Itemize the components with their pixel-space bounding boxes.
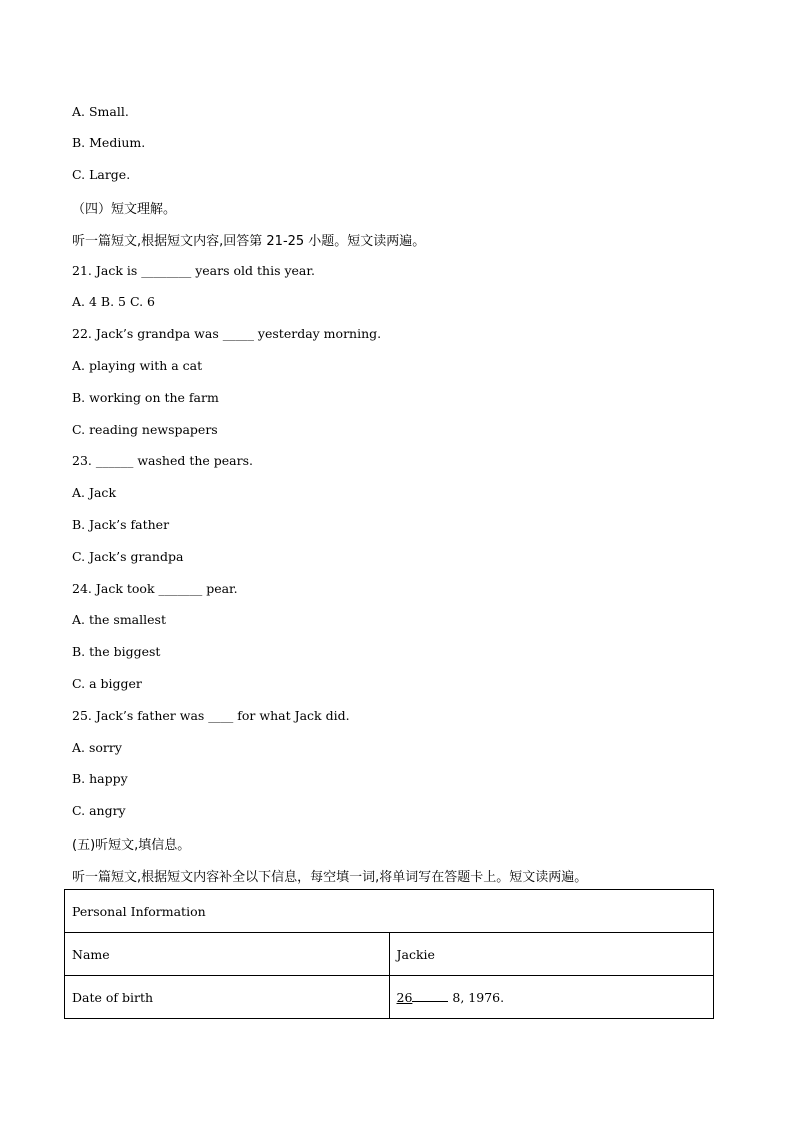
option-c-large: C. Large.	[72, 167, 131, 182]
option-a-small: A. Small.	[72, 104, 129, 119]
name-value-cell: Jackie	[389, 933, 714, 976]
birth-answer: 26	[396, 989, 413, 1005]
question-23-option-b: B. Jack’s father	[72, 517, 170, 532]
question-21: 21. Jack is ________ years old this year.	[72, 263, 315, 278]
question-22-option-b: B. working on the farm	[72, 390, 219, 405]
question-24-option-b: B. the biggest	[72, 644, 161, 659]
section-instruction-5: 听一篇短文,根据短文内容补全以下信息，每空填一词,将单词写在答题卡上。短文读两遍。	[72, 870, 588, 885]
section-heading-5: (五)听短文,填信息。	[72, 838, 191, 853]
question-24: 24. Jack took _______ pear.	[72, 581, 238, 596]
question-21-options: A. 4 B. 5 C. 6	[72, 294, 155, 309]
question-23-option-c: C. Jack’s grandpa	[72, 549, 184, 564]
question-22-option-c: C. reading newspapers	[72, 422, 218, 437]
table-row	[65, 890, 714, 933]
answer-blank	[412, 991, 448, 1002]
birth-label-cell: Date of birth	[65, 976, 390, 1019]
question-25: 25. Jack’s father was ____ for what Jack did.	[72, 708, 350, 723]
question-24-option-c: C. a bigger	[72, 676, 142, 691]
question-22-option-a: A. playing with a cat	[72, 358, 203, 373]
birth-rest: 8, 1976.	[452, 989, 505, 1005]
section-heading-4: （四）短文理解。	[72, 202, 177, 217]
question-25-option-b: B. happy	[72, 771, 128, 786]
table-row	[65, 976, 714, 1019]
option-b-medium: B. Medium.	[72, 135, 146, 150]
question-24-option-a: A. the smallest	[72, 612, 166, 627]
table-header-cell: Personal Information	[65, 890, 714, 933]
question-23-option-a: A. Jack	[72, 485, 117, 500]
question-22: 22. Jack’s grandpa was _____ yesterday morning.	[72, 326, 382, 341]
table-row	[65, 933, 714, 976]
question-25-option-a: A. sorry	[72, 740, 122, 755]
question-23: 23. ______ washed the pears.	[72, 453, 253, 468]
question-25-option-c: C. angry	[72, 803, 126, 818]
section-instruction-4: 听一篇短文,根据短文内容,回答第 21-25 小题。短文读两遍。	[72, 234, 426, 249]
name-label-cell: Name	[65, 933, 390, 976]
birth-value-cell	[389, 976, 714, 1019]
personal-information-table	[64, 889, 714, 1019]
